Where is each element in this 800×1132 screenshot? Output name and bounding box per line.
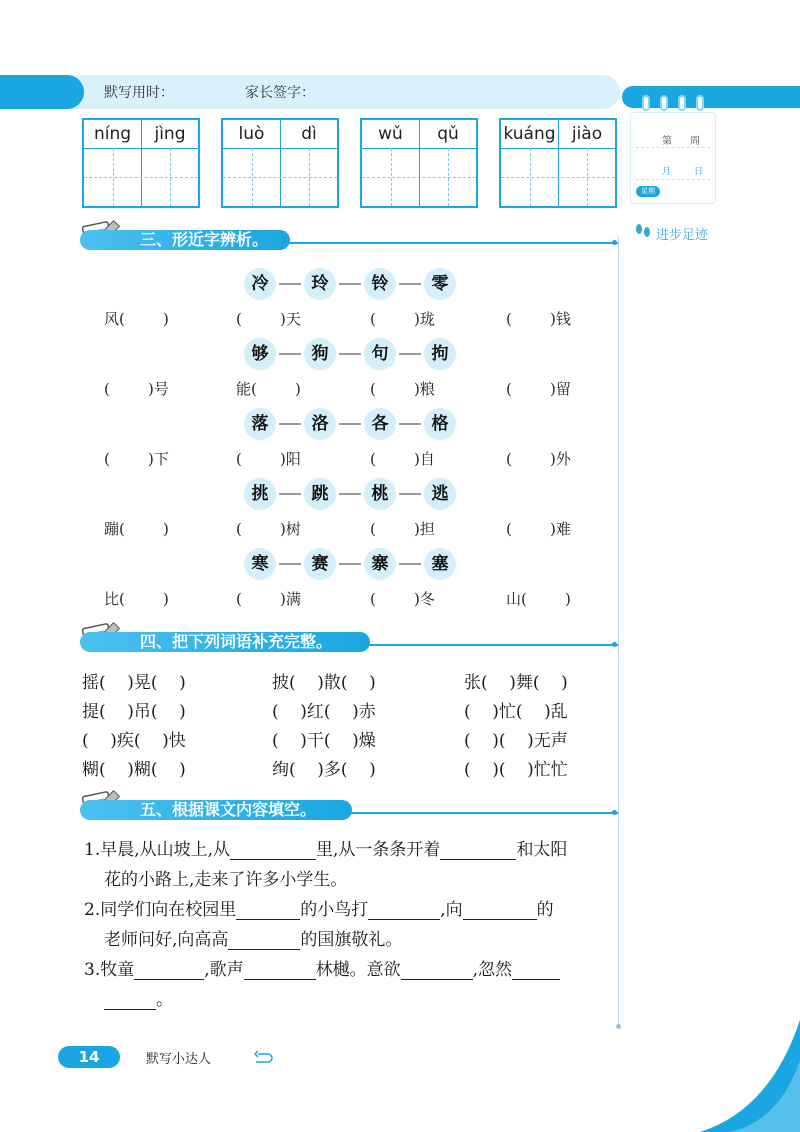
similar-char: 寨 (364, 548, 396, 580)
char-connector (339, 353, 361, 355)
fill-blank[interactable]: 风( ) (104, 310, 169, 328)
char-connector (399, 283, 421, 285)
similar-char: 洛 (304, 408, 336, 440)
fill-blank[interactable]: ( )珑 (370, 310, 435, 328)
similar-char: 狗 (304, 338, 336, 370)
section3-title: 三、形近字辨析。 (80, 230, 290, 250)
char-connector (279, 423, 301, 425)
pinyin-text: dì (301, 124, 317, 144)
idiom-blank[interactable]: ( )忙( )乱 (464, 702, 568, 722)
similar-char: 赛 (304, 548, 336, 580)
page-number: 14 (58, 1046, 120, 1068)
idiom-blank[interactable]: ( )( )忙忙 (464, 760, 568, 780)
idiom-blank[interactable]: 绚( )多( ) (272, 760, 376, 780)
calendar-di: 第 (662, 136, 672, 147)
section-divider (350, 812, 618, 814)
similar-char: 逃 (424, 478, 456, 510)
pinyin-text: qǔ (437, 124, 459, 144)
fill-blank[interactable]: ( )外 (506, 450, 571, 468)
section-divider (288, 242, 618, 244)
pinyin-text: kuáng (503, 124, 556, 144)
char-connector (339, 283, 361, 285)
calendar-ring-icon (660, 95, 668, 111)
idiom-blank[interactable]: ( )( )无声 (464, 731, 568, 751)
similar-char: 冷 (244, 268, 276, 300)
char-connector (339, 563, 361, 565)
similar-char: 玲 (304, 268, 336, 300)
fill-blank[interactable]: 山( ) (506, 590, 571, 608)
idiom-blank[interactable]: 披( )散( ) (272, 673, 376, 693)
fill-blank[interactable]: ( )难 (506, 520, 571, 538)
pinyin-box (82, 118, 200, 208)
calendar-ring-icon (642, 95, 650, 111)
fill-blank[interactable]: 蹦( ) (104, 520, 169, 538)
idiom-blank[interactable]: ( )疾( )快 (82, 731, 186, 751)
fill-blank[interactable]: 比( ) (104, 590, 169, 608)
calendar-yue: 月 (662, 167, 672, 177)
similar-char: 够 (244, 338, 276, 370)
section-divider (368, 644, 618, 646)
calendar-weekday-tag: 星期 (636, 186, 660, 197)
similar-char: 塞 (424, 548, 456, 580)
fill-blank[interactable]: ( )阳 (236, 450, 301, 468)
calendar-ring-icon (678, 95, 686, 111)
similar-char: 拘 (424, 338, 456, 370)
char-connector (279, 563, 301, 565)
question-2-line-1: 2.同学们向在校园里 的小鸟打 ,向 的 (84, 900, 554, 920)
progress-slogan: 进步足迹 (656, 228, 709, 243)
sign-label: 家长签字： (245, 85, 315, 101)
return-arrow-icon (254, 1050, 274, 1064)
similar-char: 落 (244, 408, 276, 440)
char-connector (279, 353, 301, 355)
idiom-blank[interactable]: ( )干( )燥 (272, 731, 376, 751)
similar-char: 格 (424, 408, 456, 440)
char-connector (279, 283, 301, 285)
char-connector (399, 353, 421, 355)
similar-char: 桃 (364, 478, 396, 510)
question-3-line-2: 。 (104, 990, 173, 1010)
char-connector (399, 423, 421, 425)
question-3-line-1: 3.牧童 ,歌声 林樾。意欲 ,忽然 (84, 960, 560, 980)
pinyin-box (499, 118, 617, 208)
idiom-blank[interactable]: 张( )舞( ) (464, 673, 568, 693)
time-label: 默写用时： (104, 85, 174, 101)
char-connector (339, 423, 361, 425)
corner-page-curl (690, 1020, 800, 1132)
footprint-icon (634, 222, 652, 240)
question-1-line-1: 1.早晨,从山坡上,从 里,从一条条开着 和太阳 (84, 840, 568, 860)
fill-blank[interactable]: ( )树 (236, 520, 301, 538)
calendar-ring-icon (696, 95, 704, 111)
char-connector (339, 493, 361, 495)
similar-char: 寒 (244, 548, 276, 580)
char-connector (399, 563, 421, 565)
idiom-blank[interactable]: ( )红( )赤 (272, 702, 376, 722)
similar-char: 零 (424, 268, 456, 300)
fill-blank[interactable]: 能( ) (236, 380, 301, 398)
idiom-blank[interactable]: 提( )吊( ) (82, 702, 186, 722)
header-accent (0, 75, 84, 109)
fill-blank[interactable]: ( )留 (506, 380, 571, 398)
fill-blank[interactable]: ( )满 (236, 590, 301, 608)
similar-char: 挑 (244, 478, 276, 510)
fill-blank[interactable]: ( )冬 (370, 590, 435, 608)
fill-blank[interactable]: ( )下 (104, 450, 169, 468)
question-2-line-2: 老师问好,向高高 的国旗敬礼。 (104, 930, 403, 950)
section5-title: 五、根据课文内容填空。 (80, 800, 352, 820)
idiom-blank[interactable]: 摇( )晃( ) (82, 673, 186, 693)
pinyin-text: wǔ (378, 124, 403, 144)
pinyin-text: jìng (154, 124, 186, 144)
pinyin-text: níng (93, 124, 132, 144)
char-connector (279, 493, 301, 495)
question-1-line-2: 花的小路上,走来了许多小学生。 (104, 870, 348, 890)
fill-blank[interactable]: ( )天 (236, 310, 301, 328)
fill-blank[interactable]: ( )粮 (370, 380, 435, 398)
similar-char: 各 (364, 408, 396, 440)
similar-char: 铃 (364, 268, 396, 300)
similar-char: 句 (364, 338, 396, 370)
pinyin-box (221, 118, 339, 208)
fill-blank[interactable]: ( )号 (104, 380, 169, 398)
fill-blank[interactable]: ( )担 (370, 520, 435, 538)
section4-title: 四、把下列词语补充完整。 (80, 632, 370, 652)
pinyin-box (360, 118, 478, 208)
fill-blank[interactable]: ( )钱 (506, 310, 571, 328)
idiom-blank[interactable]: 糊( )糊( ) (82, 760, 186, 780)
char-connector (399, 493, 421, 495)
pinyin-text: luò (238, 124, 265, 144)
similar-char: 跳 (304, 478, 336, 510)
pinyin-text: jiào (571, 124, 603, 144)
calendar-ri: 日 (694, 167, 704, 177)
divider-dot (616, 1024, 621, 1029)
right-divider (618, 236, 619, 1026)
fill-blank[interactable]: ( )自 (370, 450, 435, 468)
calendar-zhou: 周 (690, 136, 700, 147)
footer-title: 默写小达人 (146, 1052, 212, 1067)
